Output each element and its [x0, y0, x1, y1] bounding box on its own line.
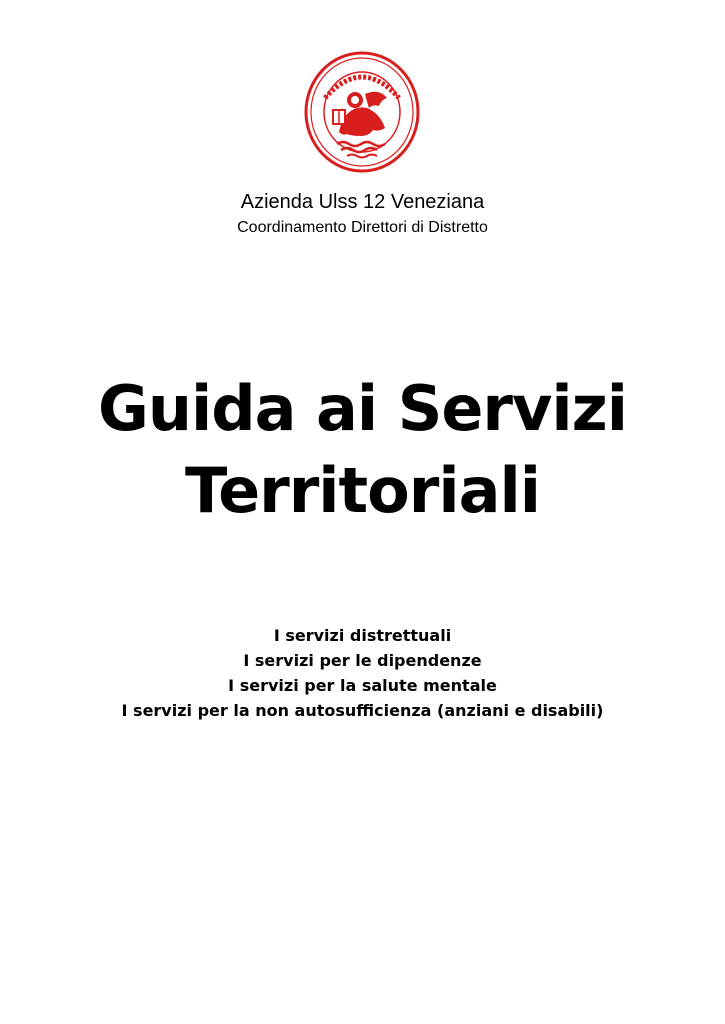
services-list-item: I servizi per le dipendenze — [243, 651, 482, 670]
organization-name: Azienda Ulss 12 Veneziana — [240, 191, 485, 213]
services-list-item: I servizi distrettuali — [273, 626, 452, 645]
department-name: Coordinamento Direttori di Distretto — [237, 219, 488, 236]
services-list-item: I servizi per la non autosufficienza (anziani e disabili) — [121, 701, 604, 720]
services-list — [0, 623, 725, 723]
document-title-line-1: Guida ai Servizi — [97, 372, 628, 445]
ulss-seal-logo — [303, 50, 421, 174]
services-list-item: I servizi per la salute mentale — [228, 676, 497, 695]
document-title — [0, 368, 725, 532]
document-title-line-2: Territoriali — [185, 454, 540, 527]
